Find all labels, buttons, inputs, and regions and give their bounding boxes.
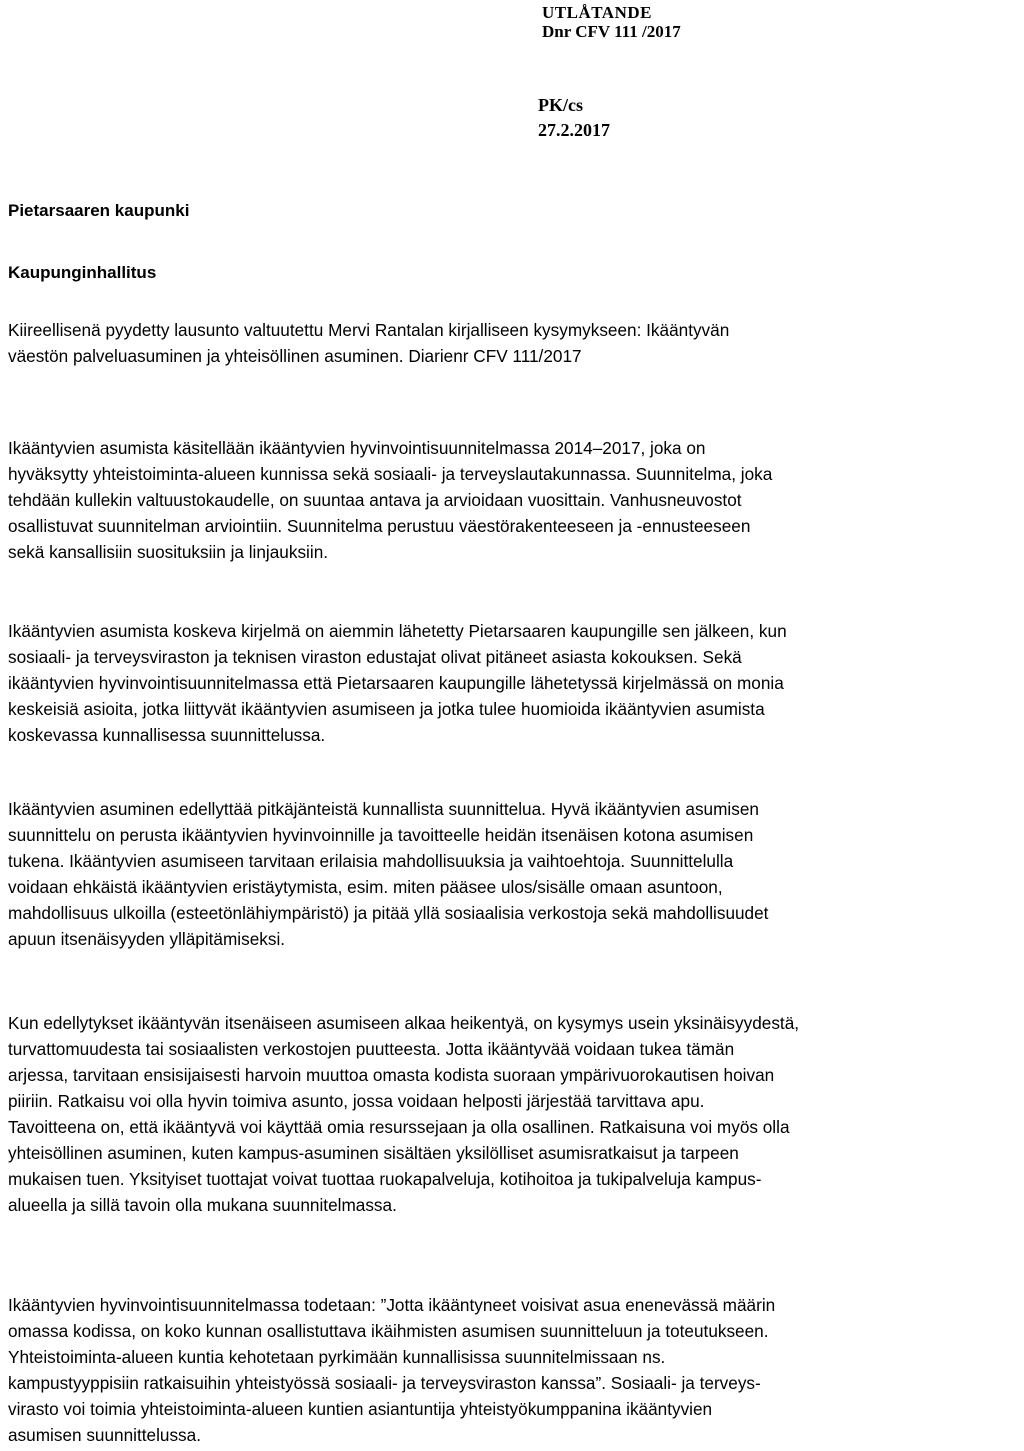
text-line: koskevassa kunnallisessa suunnittelussa. bbox=[8, 725, 326, 745]
recipient-body: Kaupunginhallitus bbox=[8, 263, 157, 282]
text-line: Kun edellytykset ikääntyvän itsenäiseen asumiseen alkaa heikentyä, on kysymys usein yksinäisyydestä, bbox=[8, 1013, 800, 1033]
text-line: sekä kansallisiin suosituksiin ja linjauksiin. bbox=[8, 542, 329, 562]
text-line: ikääntyvien hyvinvointisuunnitelmassa että Pietarsaaren kaupungille lähetetyssä kirjelmässä on monia bbox=[8, 673, 784, 693]
body-paragraph-4 bbox=[8, 1010, 1020, 1218]
text-line: Yhteistoiminta-alueen kuntia kehotetaan pyrkimään kunnallisissa suunnitelmissaan ns. bbox=[8, 1347, 666, 1367]
text-line: osallistuvat suunnitelman arviointiin. Suunnitelma perustuu väestörakenteeseen ja -ennusteeseen bbox=[8, 516, 751, 536]
text-line: Tavoitteena on, että ikääntyvä voi käyttää omia resurssejaan ja olla osallinen. Ratkaisuna voi myös olla bbox=[8, 1117, 790, 1137]
text-line: mahdollisuus ulkoilla (esteetönlähiympäristö) ja pitää yllä sosiaalisia verkostoja sekä mahdollisuudet bbox=[8, 903, 769, 923]
reference-initials: PK/cs bbox=[538, 95, 583, 115]
text-line: arjessa, tarvitaan ensisijaisesti harvoin muuttoa omasta kodista suoraan ympärivuorokautisen hoivan bbox=[8, 1065, 775, 1085]
text-line: virasto voi toimia yhteistoiminta-alueen kuntien asiantuntija yhteistyökumppanina ikääntyvien bbox=[8, 1399, 713, 1419]
text-line: Ikääntyvien asumista koskeva kirjelmä on aiemmin lähetetty Pietarsaaren kaupungille sen jälkeen, kun bbox=[8, 621, 787, 641]
body-paragraph-2 bbox=[8, 618, 1020, 748]
text-line: suunnittelu on perusta ikääntyvien hyvinvoinnille ja tavoitteelle heidän itsenäisen kotona asumisen bbox=[8, 825, 754, 845]
text-line: alueella ja sillä tavoin olla mukana suunnitelmassa. bbox=[8, 1195, 397, 1215]
text-line: keskeisiä asioita, jotka liittyvät ikääntyvien asumiseen ja jotka tulee huomioida ikääntyvien asumista bbox=[8, 699, 765, 719]
text-line: Ikääntyvien hyvinvointisuunnitelmassa todetaan: ”Jotta ikääntyneet voisivat asua enenevässä määrin bbox=[8, 1295, 776, 1315]
subject-paragraph bbox=[8, 317, 1020, 369]
text-line: omassa kodissa, on koko kunnan osallistuttava ikäihmisten asumisen suunnitteluun ja toteutukseen. bbox=[8, 1321, 769, 1341]
recipient-city: Pietarsaaren kaupunki bbox=[8, 201, 190, 220]
text-line: Ikääntyvien asumista käsitellään ikääntyvien hyvinvointisuunnitelmassa 2014–2017, joka on bbox=[8, 438, 706, 458]
text-line: voidaan ehkäistä ikääntyvien eristäytymista, esim. miten pääsee ulos/sisälle omaan asuntoon, bbox=[8, 877, 723, 897]
text-line: kampustyyppisiin ratkaisuihin yhteistyössä sosiaali- ja terveysviraston kanssa”. Sosiaali- ja terveys- bbox=[8, 1373, 761, 1393]
text-line: mukaisen tuen. Yksityiset tuottajat voivat tuottaa ruokapalveluja, kotihoitoa ja tukipalveluja kampus- bbox=[8, 1169, 762, 1189]
text-line: hyväksytty yhteistoiminta-alueen kunnissa sekä sosiaali- ja terveyslautakunnassa. Suunnitelma, joka bbox=[8, 464, 773, 484]
text-line: tukena. Ikääntyvien asumiseen tarvitaan erilaisia mahdollisuuksia ja vaihtoehtoja. Suunnittelulla bbox=[8, 851, 734, 871]
text-line: yhteisöllinen asuminen, kuten kampus-asuminen sisältäen yksilölliset asumisratkaisut ja tarpeen bbox=[8, 1143, 739, 1163]
text-line: Kiireellisenä pyydetty lausunto valtuutettu Mervi Rantalan kirjalliseen kysymykseen: Ikääntyvän bbox=[8, 320, 730, 340]
text-line: Ikääntyvien asuminen edellyttää pitkäjänteistä kunnallista suunnittelua. Hyvä ikääntyvien asumisen bbox=[8, 799, 759, 819]
text-line: sosiaali- ja terveysviraston ja teknisen viraston edustajat olivat pitäneet asiasta kokouksen. Sekä bbox=[8, 647, 742, 667]
text-line: väestön palveluasuminen ja yhteisöllinen asuminen. Diarienr CFV 111/2017 bbox=[8, 346, 582, 366]
diary-number: Dnr CFV 111 /2017 bbox=[542, 22, 681, 41]
body-paragraph-5 bbox=[8, 1292, 1020, 1448]
text-line: piiriin. Ratkaisu voi olla hyvin toimiva asunto, jossa voidaan helposti järjestää tarvittava apu. bbox=[8, 1091, 705, 1111]
body-paragraph-3 bbox=[8, 796, 1020, 952]
text-line: asumisen suunnittelussa. bbox=[8, 1425, 201, 1445]
text-line: tehdään kullekin valtuustokaudelle, on suuntaa antava ja arvioidaan vuosittain. Vanhusneuvostot bbox=[8, 490, 742, 510]
text-line: turvattomuudesta tai sosiaalisten verkostojen puutteesta. Jotta ikääntyvää voidaan tukea tämän bbox=[8, 1039, 735, 1059]
document-date: 27.2.2017 bbox=[538, 120, 610, 140]
document-type: UTLÅTANDE bbox=[542, 3, 652, 22]
body-paragraph-1 bbox=[8, 435, 1020, 565]
text-line: apuun itsenäisyyden ylläpitämiseksi. bbox=[8, 929, 286, 949]
